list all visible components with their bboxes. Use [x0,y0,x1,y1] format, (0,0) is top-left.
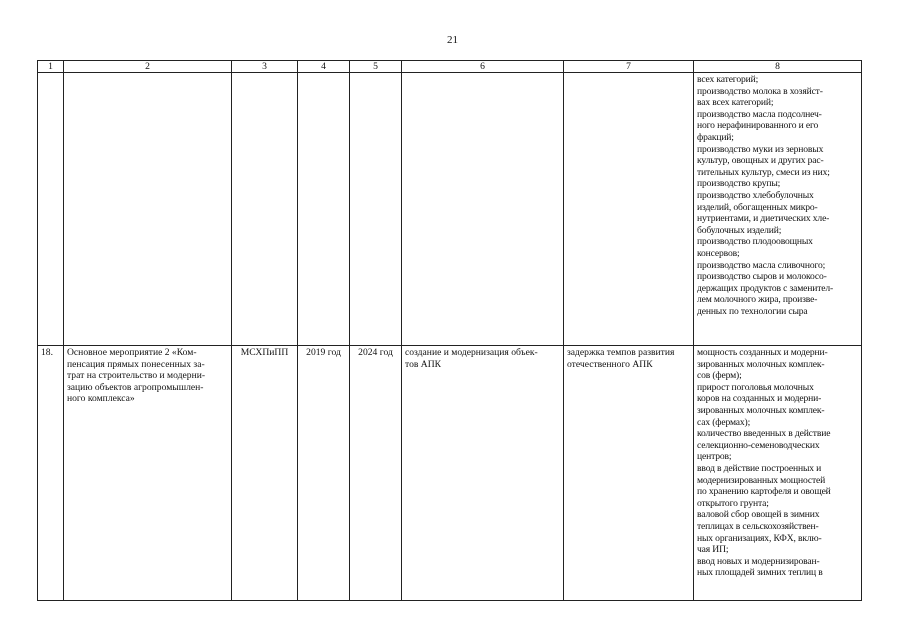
text-line: держащих продуктов с заменител- [697,282,834,294]
col-header-8: 8 [694,61,862,73]
text-line: консервов; [697,247,740,259]
text-line: Основное мероприятие 2 «Ком- [67,347,197,358]
col-header-4: 4 [298,61,350,73]
expected-result-text [405,347,560,370]
text-line: создание и модернизация объек- [405,347,538,358]
text-line: ввод новых и модернизирован- [697,555,820,567]
text-line: производство крупы; [697,178,781,190]
indicators-text [697,74,858,317]
column-number-row [38,61,862,73]
text-line: зированных молочных комплек- [697,404,825,416]
text-line: вах всех категорий; [697,97,774,109]
expected-result-cell [402,73,564,346]
text-line: ных площадей зимних теплиц в [697,567,823,579]
executor-cell: МСХПиПП [232,346,298,601]
text-line: производство сыров и молокосо- [697,271,827,283]
text-line: ного нерафинированного и его [697,120,819,132]
consequence-cell [564,346,694,601]
text-line: сах (фермах); [697,416,751,428]
text-line: всех категорий; [697,74,759,85]
text-line: чая ИП; [697,544,729,556]
start-year-cell: 2019 год [298,346,350,601]
text-line: трат на строительство и модерни- [67,370,206,382]
start-year-cell [298,73,350,346]
activity-name-text [67,347,228,405]
text-line: пенсация прямых понесенных за- [67,358,205,370]
end-year-cell [350,73,402,346]
text-line: производство плодоовощных [697,236,813,248]
text-line: бобулочных изделий; [697,224,782,236]
program-activities-table [37,60,862,601]
col-header-6: 6 [402,61,564,73]
text-line: модернизированных мощностей [697,474,826,486]
text-line: прирост поголовья молочных [697,381,814,393]
text-line: производство молока в хозяйст- [697,85,823,97]
text-line: тительных культур, смеси из них; [697,166,830,178]
text-line: производство хлебобулочных [697,189,814,201]
text-line: центров; [697,451,732,463]
text-line: денных по технологии сыра [697,305,808,317]
text-line: количество введенных в действие [697,428,831,440]
executor-cell [232,73,298,346]
activity-name-cell [64,73,232,346]
text-line: зированных молочных комплек- [697,358,825,370]
activity-name-cell [64,346,232,601]
text-line: тов АПК [405,358,442,370]
text-line: ввод в действие построенных и [697,462,822,474]
text-line: изделий, обогащенных микро- [697,201,818,213]
text-line: валовой сбор овощей в зимних [697,509,820,521]
table-row [38,346,862,601]
col-header-7: 7 [564,61,694,73]
indicators-text [697,347,858,579]
indicators-cell [694,346,862,601]
text-line: фракций; [697,131,734,143]
text-line: производство муки из зерновых [697,143,824,155]
text-line: ных организациях, КФХ, вклю- [697,532,822,544]
text-line: коров на созданных и модерни- [697,393,822,405]
text-line: теплицах в сельскохозяйствен- [697,520,819,532]
text-line: сов (ферм); [697,370,742,382]
text-line: культур, овощных и других рас- [697,155,824,167]
page-number: 21 [447,34,458,46]
consequence-cell [564,73,694,346]
text-line: нутриентами, и диетических хле- [697,213,830,225]
row-number-cell: 18. [38,346,64,601]
row-number-cell [38,73,64,346]
text-line: мощность созданных и модерни- [697,347,828,358]
col-header-3: 3 [232,61,298,73]
text-line: лем молочного жира, произве- [697,294,818,306]
col-header-5: 5 [350,61,402,73]
expected-result-cell [402,346,564,601]
table-row [38,73,862,346]
text-line: открытого грунта; [697,497,769,509]
col-header-2: 2 [64,61,232,73]
col-header-1: 1 [38,61,64,73]
text-line: по хранению картофеля и овощей [697,486,831,498]
text-line: зацию объектов агропромышлен- [67,381,204,393]
text-line: селекционно-семеноводческих [697,439,820,451]
text-line: производство масла подсолнеч- [697,108,822,120]
text-line: отечественного АПК [567,358,653,370]
text-line: ного комплекса» [67,393,135,405]
indicators-cell [694,73,862,346]
end-year-cell: 2024 год [350,346,402,601]
text-line: производство масла сливочного; [697,259,826,271]
consequence-text [567,347,690,370]
text-line: задержка темпов развития [567,347,675,358]
